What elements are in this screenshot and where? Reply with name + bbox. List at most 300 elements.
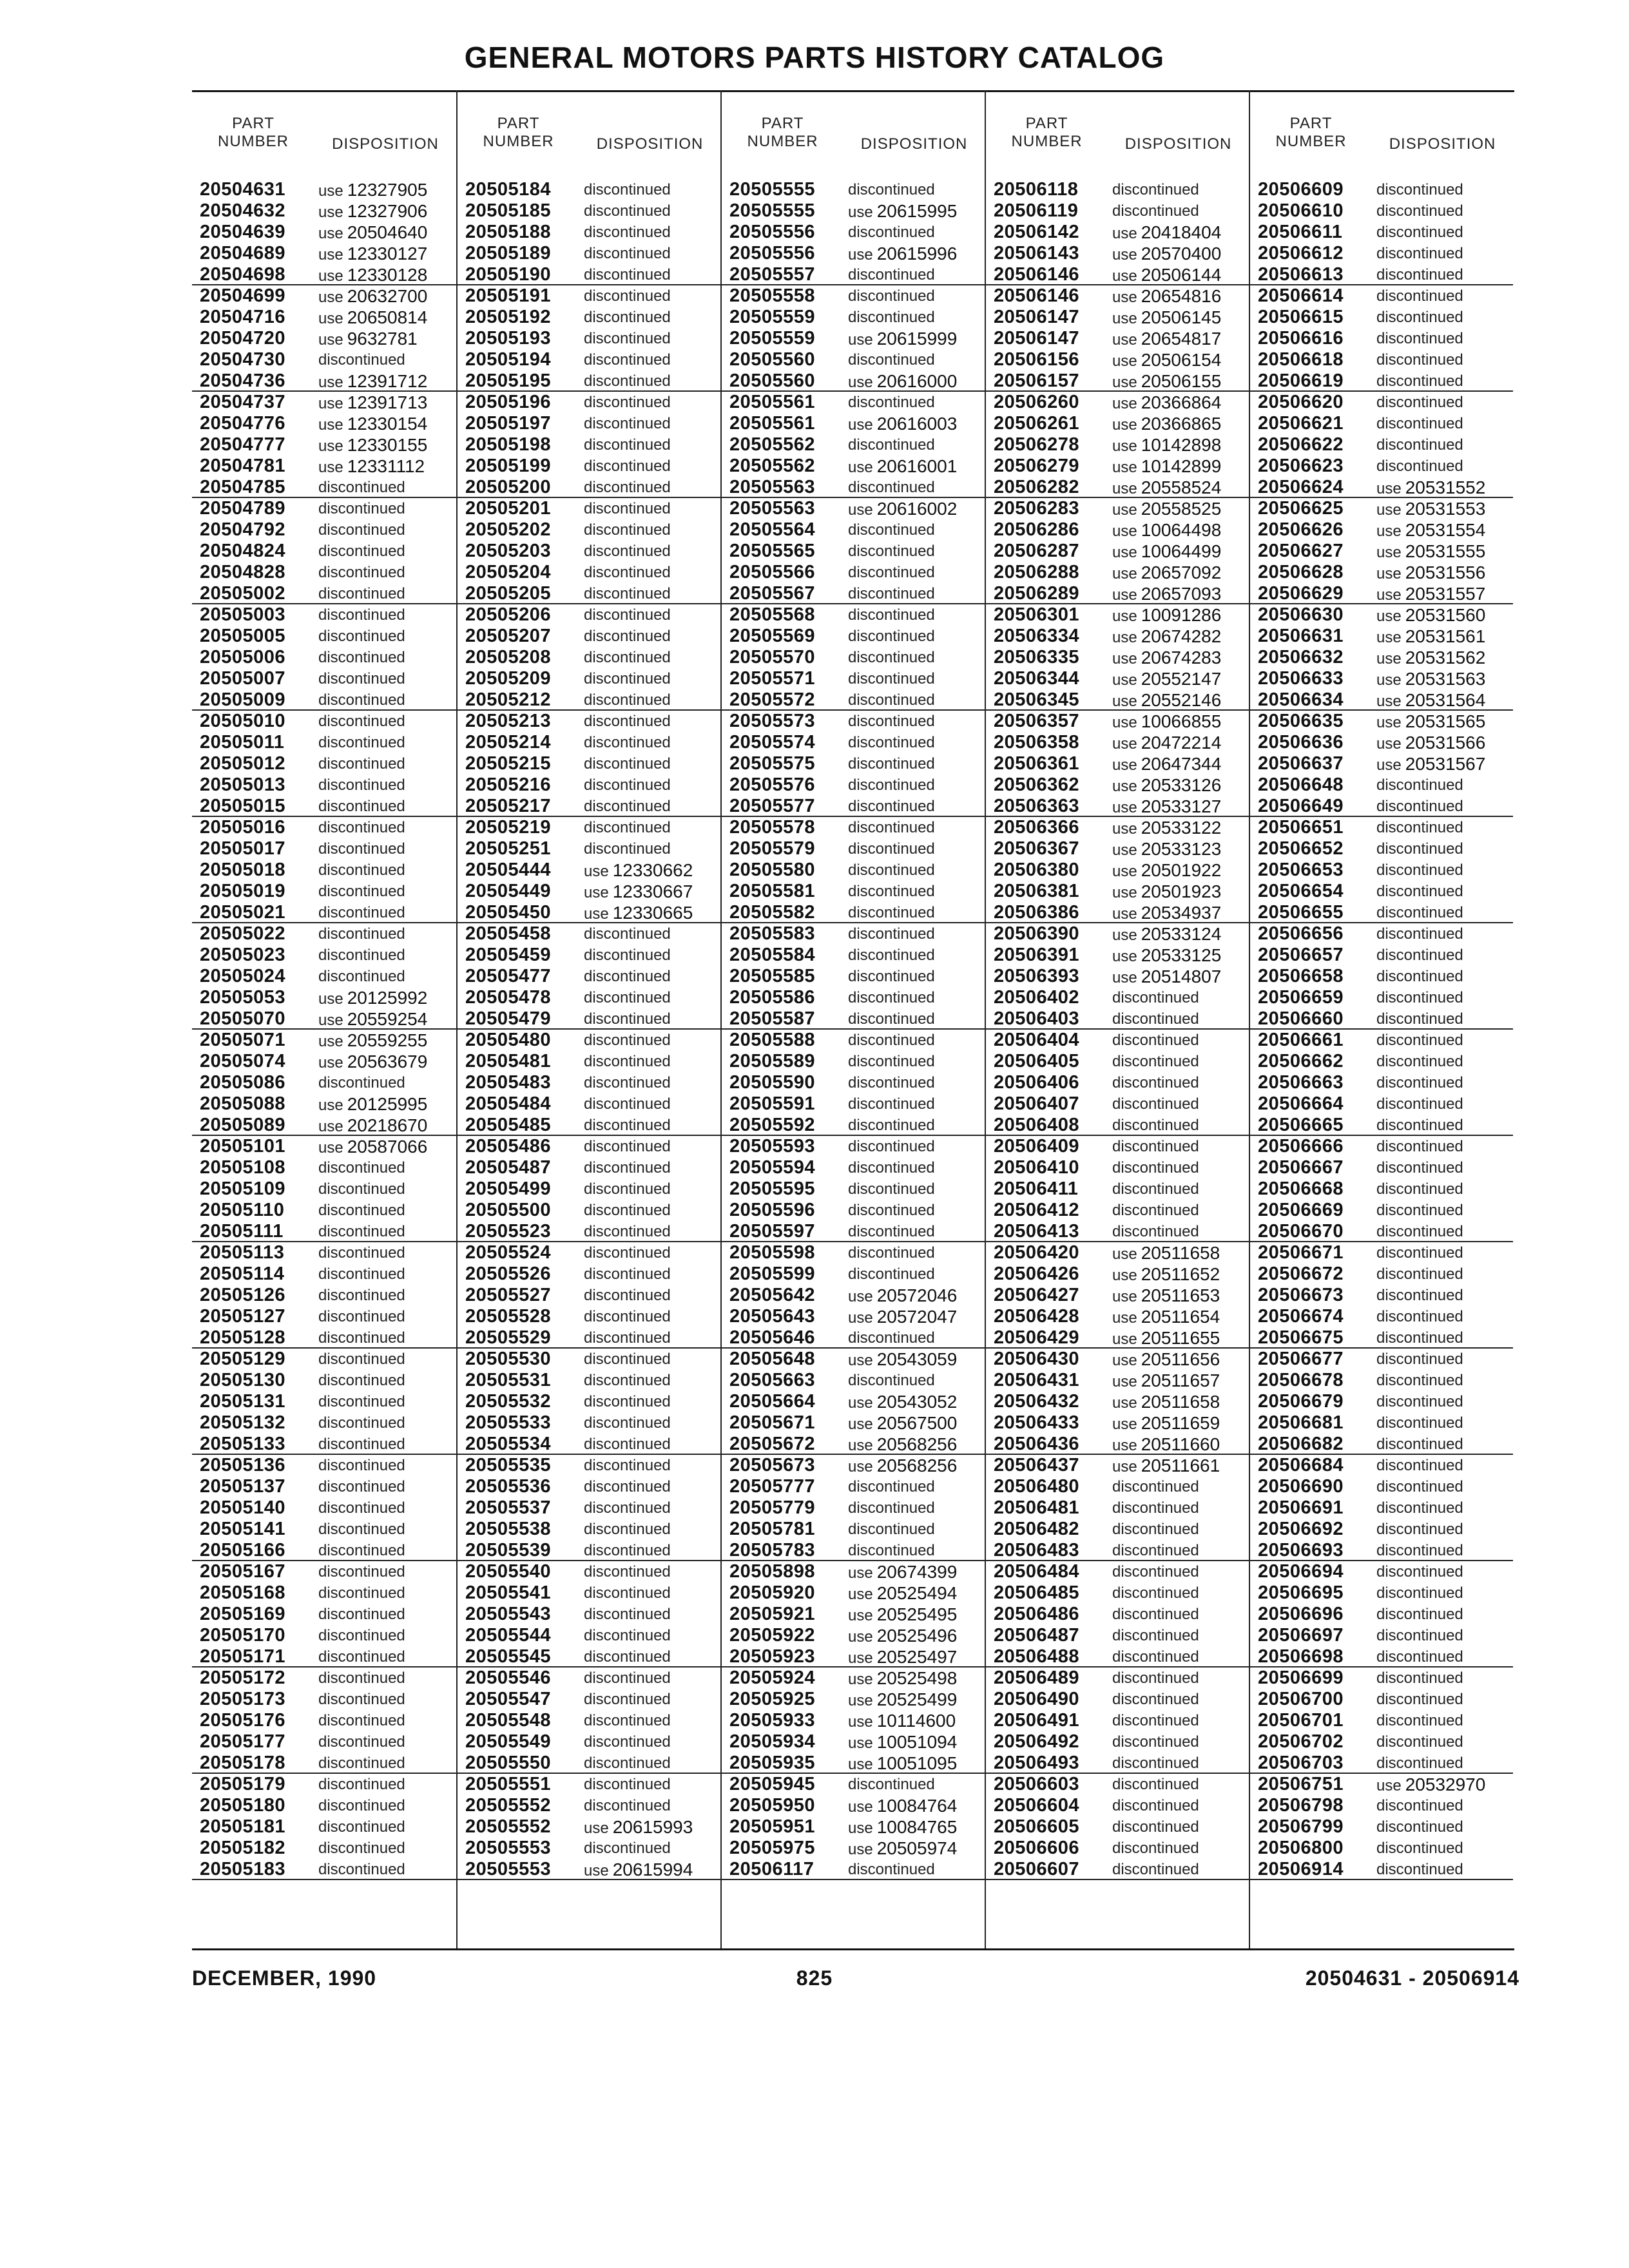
table-row (1250, 881, 1513, 902)
disposition: discontinued (1376, 1074, 1463, 1091)
disposition: discontinued (1376, 925, 1463, 943)
part-number: 20505477 (465, 966, 552, 986)
part-number: 20505182 (200, 1838, 286, 1858)
disposition: discontinued (584, 224, 671, 241)
part-number: 20505589 (729, 1051, 816, 1072)
use-label: use (1112, 289, 1137, 306)
part-number: 20506751 (1258, 1774, 1344, 1794)
table-row (192, 222, 456, 243)
table-row (1250, 1795, 1513, 1816)
table-row (1250, 1476, 1513, 1497)
table-row (722, 1221, 985, 1242)
use-label: use (1112, 416, 1137, 434)
table-row (1250, 902, 1513, 923)
disposition: discontinued (1112, 1542, 1199, 1559)
table-row (722, 1753, 985, 1774)
table-row (986, 1030, 1249, 1051)
disposition: discontinued (584, 1159, 671, 1177)
disposition: discontinued (1376, 415, 1463, 432)
replacement-part-number: 20511659 (1141, 1413, 1220, 1433)
table-row (986, 1051, 1249, 1072)
table-row (722, 1774, 985, 1795)
disposition (318, 264, 427, 284)
table-row (986, 860, 1249, 881)
disposition (318, 1008, 427, 1028)
disposition: discontinued (318, 904, 405, 921)
disposition (1112, 264, 1221, 284)
disposition (1112, 626, 1221, 647)
part-number-header (986, 115, 1108, 179)
part-number: 20505566 (729, 562, 816, 582)
replacement-part-number: 10064498 (1141, 520, 1222, 540)
disposition: discontinued (318, 1074, 405, 1091)
disposition: discontinued (848, 628, 935, 645)
table-row (1250, 1285, 1513, 1306)
disposition (318, 370, 427, 390)
part-number: 20506664 (1258, 1093, 1344, 1114)
part-number: 20504716 (200, 307, 286, 327)
disposition: discontinued (1376, 1329, 1463, 1347)
disposition: discontinued (1112, 1648, 1199, 1666)
disposition (1112, 604, 1221, 626)
disposition (1112, 349, 1221, 370)
disposition (1112, 1306, 1220, 1327)
table-row (1250, 1710, 1513, 1731)
table-row (458, 1221, 720, 1242)
disposition (1112, 222, 1221, 243)
disposition: discontinued (848, 479, 935, 496)
disposition: discontinued (584, 330, 671, 347)
use-label: use (848, 1416, 873, 1433)
disposition: discontinued (848, 734, 935, 751)
disposition: discontinued (1376, 1010, 1463, 1028)
part-number-header (722, 115, 843, 179)
disposition: discontinued (1376, 1712, 1463, 1729)
part-number: 20505534 (465, 1434, 552, 1454)
table-row (1250, 604, 1513, 626)
table-row (722, 1412, 985, 1434)
part-number: 20505923 (729, 1646, 816, 1667)
disposition: discontinued (1112, 1606, 1199, 1623)
table-row (722, 519, 985, 541)
table-row (192, 860, 456, 881)
table-row (1250, 860, 1513, 881)
table-row (722, 349, 985, 370)
replacement-part-number: 20501923 (1141, 881, 1222, 901)
use-label: use (1112, 629, 1137, 646)
disposition (1376, 541, 1485, 562)
disposition: discontinued (1376, 1414, 1463, 1432)
part-number: 20505167 (200, 1561, 286, 1582)
replacement-part-number: 10091286 (1141, 605, 1222, 625)
table-row (458, 1625, 720, 1646)
header-part: PART (1289, 115, 1333, 132)
disposition: discontinued (584, 1542, 671, 1559)
disposition: discontinued (318, 713, 405, 730)
disposition: discontinued (1376, 1797, 1463, 1814)
disposition: discontinued (848, 670, 935, 687)
part-number: 20505559 (729, 328, 816, 349)
table-row (986, 1178, 1249, 1200)
disposition: discontinued (1112, 1840, 1199, 1857)
disposition: discontinued (1376, 287, 1463, 305)
disposition: discontinued (1376, 457, 1463, 475)
column-header (1250, 90, 1513, 179)
table-row (722, 1731, 985, 1753)
use-label: use (1112, 1245, 1137, 1263)
part-number: 20506661 (1258, 1030, 1344, 1050)
table-row (458, 1753, 720, 1774)
disposition: discontinued (1112, 1202, 1199, 1219)
column-5 (1249, 90, 1513, 1948)
disposition: discontinued (318, 1393, 405, 1410)
disposition: discontinued (584, 649, 671, 666)
table-row (1250, 285, 1513, 307)
part-number: 20506674 (1258, 1306, 1344, 1327)
table-row (986, 923, 1249, 945)
table-row (986, 1264, 1249, 1285)
disposition (1112, 243, 1221, 264)
use-label: use (1376, 693, 1402, 710)
table-row (458, 519, 720, 541)
table-row (722, 1816, 985, 1838)
part-number: 20505137 (200, 1476, 286, 1497)
table-row (722, 1093, 985, 1115)
disposition: discontinued (848, 543, 935, 560)
table-row (986, 1540, 1249, 1561)
replacement-part-number: 10084765 (876, 1817, 958, 1837)
table-row (1250, 1030, 1513, 1051)
replacement-part-number: 20615995 (876, 201, 958, 221)
part-number: 20505549 (465, 1731, 552, 1752)
table-row (722, 1625, 985, 1646)
table-row (722, 860, 985, 881)
disposition (848, 1285, 957, 1306)
table-row (1250, 1434, 1513, 1455)
replacement-part-number: 20504640 (347, 222, 428, 242)
disposition: discontinued (1376, 1095, 1463, 1113)
use-label: use (318, 1118, 343, 1135)
table-row (458, 285, 720, 307)
use-label: use (848, 1437, 873, 1454)
disposition: discontinued (1112, 1754, 1199, 1772)
part-number: 20505458 (465, 923, 552, 944)
part-number: 20504792 (200, 519, 286, 540)
table-row (458, 1306, 720, 1327)
table-row (458, 498, 720, 519)
part-number: 20505214 (465, 732, 552, 753)
replacement-part-number: 20366864 (1141, 392, 1222, 412)
table-row (986, 307, 1249, 328)
part-number: 20505251 (465, 838, 552, 859)
part-number: 20506621 (1258, 413, 1344, 434)
table-row (986, 1476, 1249, 1497)
use-label: use (584, 863, 609, 880)
part-number: 20505561 (729, 392, 816, 412)
part-number-header (192, 115, 314, 179)
table-row (722, 1115, 985, 1136)
disposition (848, 1689, 957, 1710)
disposition (1112, 583, 1221, 603)
disposition (848, 1306, 957, 1327)
part-number: 20505548 (465, 1710, 552, 1731)
use-label: use (584, 1862, 609, 1879)
part-number: 20504785 (200, 477, 286, 497)
use-label: use (848, 1756, 873, 1773)
table-row (458, 1582, 720, 1604)
table-row (1250, 1327, 1513, 1349)
use-label: use (1376, 523, 1402, 540)
table-row (986, 1200, 1249, 1221)
table-row (722, 498, 985, 519)
use-label: use (1376, 756, 1402, 774)
table-row (722, 1434, 985, 1455)
disposition: discontinued (318, 1840, 405, 1857)
table-row (986, 1582, 1249, 1604)
use-label: use (848, 331, 873, 349)
replacement-part-number: 20559254 (347, 1009, 428, 1029)
disposition: discontinued (1376, 1733, 1463, 1751)
disposition (848, 328, 957, 349)
part-number: 20505975 (729, 1838, 816, 1858)
disposition (584, 881, 693, 902)
use-label: use (318, 1097, 343, 1114)
disposition: discontinued (1112, 1563, 1199, 1581)
table-row (722, 626, 985, 647)
table-row (458, 456, 720, 477)
part-number: 20506429 (994, 1327, 1080, 1348)
part-number: 20506627 (1258, 541, 1344, 561)
part-number: 20504777 (200, 434, 286, 455)
part-number: 20505177 (200, 1731, 286, 1752)
part-number: 20505599 (729, 1264, 816, 1284)
disposition-header: DISPOSITION (1124, 135, 1232, 153)
table-row (458, 583, 720, 604)
part-number: 20505921 (729, 1604, 816, 1624)
disposition: discontinued (584, 479, 671, 496)
table-row (986, 222, 1249, 243)
table-row (1250, 541, 1513, 562)
part-number: 20506357 (994, 711, 1080, 731)
table-row (1250, 583, 1513, 604)
part-number: 20506391 (994, 945, 1080, 965)
part-number: 20505200 (465, 477, 552, 497)
disposition: discontinued (848, 925, 935, 943)
disposition: discontinued (584, 309, 671, 326)
table-row (192, 1561, 456, 1582)
disposition: discontinued (1376, 1648, 1463, 1666)
part-number: 20505673 (729, 1455, 816, 1475)
part-number: 20506411 (994, 1178, 1079, 1199)
part-number: 20506628 (1258, 562, 1344, 582)
part-number: 20505217 (465, 796, 552, 816)
table-row (986, 987, 1249, 1008)
part-number: 20505564 (729, 519, 816, 540)
part-number: 20505006 (200, 647, 286, 668)
replacement-part-number: 20418404 (1141, 222, 1222, 242)
disposition: discontinued (1376, 372, 1463, 390)
table-row (722, 392, 985, 413)
disposition: discontinued (584, 776, 671, 794)
part-number: 20505140 (200, 1497, 286, 1518)
part-number: 20506492 (994, 1731, 1080, 1752)
disposition: discontinued (584, 181, 671, 198)
disposition: discontinued (584, 1478, 671, 1495)
disposition (1112, 774, 1221, 796)
replacement-part-number: 20534937 (1141, 903, 1222, 923)
table-row (1250, 1582, 1513, 1604)
part-number: 20504720 (200, 328, 286, 349)
replacement-part-number: 20531566 (1405, 733, 1486, 753)
part-number: 20506480 (994, 1476, 1080, 1497)
disposition: discontinued (848, 1542, 935, 1559)
table-row (192, 1349, 456, 1370)
table-row (722, 1349, 985, 1370)
table-row (986, 264, 1249, 285)
table-row (986, 1221, 1249, 1242)
replacement-part-number: 20615993 (612, 1817, 693, 1837)
part-number: 20506484 (994, 1561, 1080, 1582)
part-number: 20505553 (465, 1838, 552, 1858)
use-label: use (1112, 693, 1137, 710)
part-number: 20506609 (1258, 179, 1344, 200)
part-number: 20505781 (729, 1519, 816, 1539)
part-number: 20505002 (200, 583, 286, 604)
part-number: 20506653 (1258, 860, 1344, 880)
disposition: discontinued (848, 649, 935, 666)
part-number: 20506437 (994, 1455, 1080, 1475)
part-number: 20506632 (1258, 647, 1344, 668)
part-number: 20506671 (1258, 1242, 1344, 1263)
table-row (722, 1710, 985, 1731)
disposition (1376, 626, 1485, 647)
table-row (458, 1434, 720, 1455)
disposition (848, 1646, 957, 1666)
part-number: 20506693 (1258, 1540, 1344, 1561)
part-number: 20506635 (1258, 711, 1344, 731)
use-label: use (584, 884, 609, 901)
replacement-part-number: 10051095 (876, 1753, 958, 1773)
disposition (848, 1838, 957, 1859)
use-label: use (848, 1649, 873, 1667)
disposition: discontinued (848, 1329, 935, 1347)
part-number: 20505550 (465, 1753, 552, 1773)
replacement-part-number: 20616002 (876, 499, 958, 519)
use-label: use (1112, 1309, 1137, 1327)
table-row (1250, 264, 1513, 285)
part-number: 20505444 (465, 860, 552, 880)
table-row (192, 519, 456, 541)
disposition: discontinued (584, 287, 671, 305)
part-number: 20505551 (465, 1774, 552, 1794)
use-label: use (1112, 650, 1137, 668)
disposition (1112, 1391, 1220, 1412)
table-row (1250, 1731, 1513, 1753)
use-label: use (1376, 501, 1402, 519)
use-label: use (1112, 374, 1137, 391)
use-label: use (1112, 352, 1137, 370)
table-row (458, 1710, 720, 1731)
disposition: discontinued (318, 1712, 405, 1729)
disposition: discontinued (318, 1202, 405, 1219)
table-row (986, 1434, 1249, 1455)
use-label: use (1112, 884, 1137, 901)
replacement-part-number: 20559255 (347, 1030, 428, 1050)
use-label: use (1376, 1777, 1402, 1794)
replacement-part-number: 20531557 (1405, 584, 1486, 604)
part-number: 20505009 (200, 689, 286, 710)
use-label: use (1112, 671, 1137, 689)
use-label: use (318, 374, 343, 391)
replacement-part-number: 20511652 (1141, 1264, 1220, 1284)
part-number: 20505556 (729, 222, 816, 242)
disposition (584, 1816, 693, 1838)
disposition-header: DISPOSITION (1389, 135, 1496, 153)
part-number: 20506157 (994, 370, 1080, 391)
part-number: 20504632 (200, 200, 286, 221)
part-number: 20505005 (200, 626, 286, 646)
disposition (318, 285, 427, 307)
table-row (986, 1838, 1249, 1859)
disposition (848, 1349, 957, 1370)
part-number: 20506673 (1258, 1285, 1344, 1305)
disposition: discontinued (584, 1436, 671, 1453)
table-row (722, 370, 985, 392)
table-row (458, 1008, 720, 1030)
disposition: discontinued (584, 1244, 671, 1262)
part-number: 20505924 (729, 1667, 816, 1688)
table-row (1250, 1136, 1513, 1157)
table-row (722, 1667, 985, 1689)
disposition: discontinued (848, 1244, 935, 1262)
part-number: 20505213 (465, 711, 552, 731)
part-number: 20505552 (465, 1795, 552, 1816)
part-number: 20506651 (1258, 817, 1344, 838)
part-number: 20506669 (1258, 1200, 1344, 1220)
replacement-part-number: 20533122 (1141, 818, 1222, 838)
table-row (722, 1030, 985, 1051)
part-number: 20505563 (729, 477, 816, 497)
part-number: 20505483 (465, 1072, 552, 1093)
disposition: discontinued (1376, 266, 1463, 284)
part-number: 20505169 (200, 1604, 286, 1624)
table-row (458, 1497, 720, 1519)
part-number: 20505585 (729, 966, 816, 986)
header-number: NUMBER (217, 133, 289, 150)
table-row (192, 1582, 456, 1604)
part-number: 20505588 (729, 1030, 816, 1050)
table-row (192, 1838, 456, 1859)
part-number: 20505528 (465, 1306, 552, 1327)
disposition: discontinued (848, 1521, 935, 1538)
part-number: 20506630 (1258, 604, 1344, 625)
table-row (722, 541, 985, 562)
part-number: 20504639 (200, 222, 286, 242)
replacement-part-number: 20543059 (876, 1349, 958, 1369)
table-row (458, 1476, 720, 1497)
use-label: use (318, 1033, 343, 1050)
part-number: 20506799 (1258, 1816, 1344, 1837)
table-row (458, 902, 720, 923)
part-number: 20506430 (994, 1349, 1080, 1369)
disposition: discontinued (584, 691, 671, 709)
disposition: discontinued (1376, 224, 1463, 241)
use-label: use (584, 905, 609, 923)
replacement-part-number: 20650814 (347, 307, 428, 327)
disposition: discontinued (1112, 1223, 1199, 1240)
disposition: discontinued (848, 436, 935, 454)
part-number: 20505925 (729, 1689, 816, 1709)
